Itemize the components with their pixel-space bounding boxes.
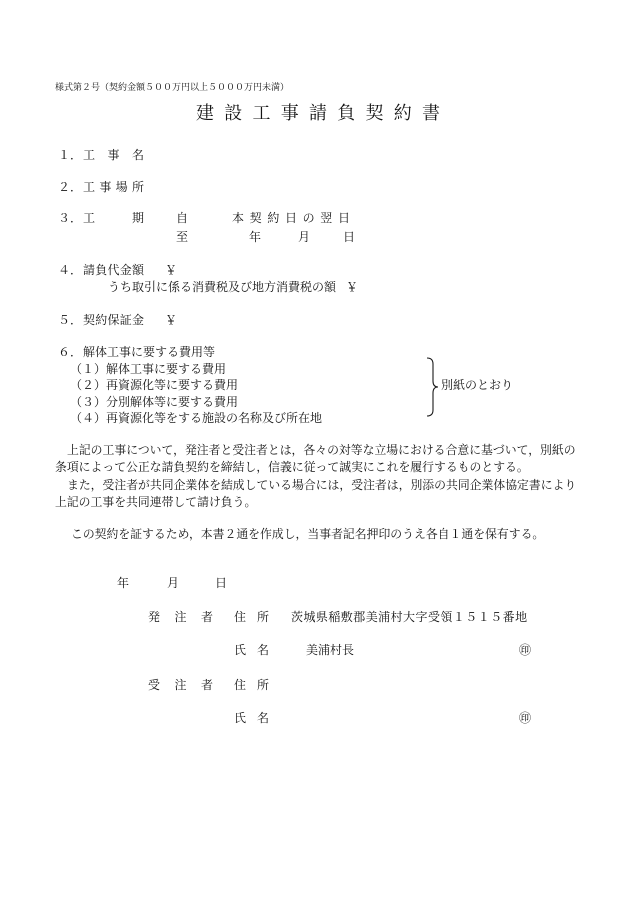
date-day: 日 [215,576,228,590]
label-glyph: 工 [252,103,271,123]
name-label [234,642,269,658]
label-glyph: 注 [174,678,187,692]
label-glyph: 日 [337,211,350,225]
orderer-address: 茨城県稲敷郡美浦村大字受領１５１５番地 [291,610,528,624]
label-glyph: 名 [131,148,144,162]
label-glyph: 負 [95,263,108,277]
item-number: ６． [58,345,83,359]
date-year: 年 [117,576,130,590]
item-label [83,210,144,226]
document-title [196,101,440,125]
sub-item-number: （３） [70,395,107,409]
sub-item-number: （１） [70,362,107,376]
sub-item [70,361,226,377]
item-label: 解体工事に要する費用等 [83,345,216,359]
label-glyph: 日 [284,211,297,225]
label-glyph: 負 [337,103,356,123]
item-number: ２． [58,180,83,194]
terms-line: 上記の工事を共同連帯して請け負う。 [55,495,257,509]
item-label [83,179,144,195]
sub-item-label: 再資源化等をする施設の名称及び所在地 [106,411,323,425]
label-glyph: 契 [249,211,262,225]
item-number: ４． [58,263,83,277]
label-glyph: 工 [83,211,96,225]
sub-item-number: （４） [70,411,107,425]
label-glyph: 契 [365,103,384,123]
tax-label: うち取引に係る消費税及び地方消費税の額 [108,280,337,294]
label-glyph: 名 [256,711,269,725]
label-glyph: 名 [256,643,269,657]
address-label [234,609,269,625]
label-glyph: 事 [99,180,112,194]
label-glyph: 住 [234,610,247,624]
sub-item-number: （２） [70,378,107,392]
orderer-name: 美浦村長 [306,643,355,657]
label-glyph: 所 [256,678,269,692]
label-glyph: 金 [131,313,144,327]
contractor-role [148,677,213,693]
label-glyph: の [302,211,315,225]
terms-line: 条項によって公正な請負契約を締結し，信義に従って誠実にこれを履行するものとする。 [55,460,529,474]
label-glyph: 期 [131,211,144,225]
label-glyph: 金 [119,263,132,277]
name-label [234,710,269,726]
label-glyph: 約 [393,103,412,123]
label-glyph: 請 [309,103,327,123]
label-glyph: 翌 [320,211,333,225]
orderer-role [148,609,213,625]
address-label [234,677,269,693]
period-to-year: 年 [249,230,262,244]
label-glyph: 代 [107,263,120,277]
seal-mark: ㊞ [519,711,532,725]
attachment-note: 別紙のとおり [441,378,514,392]
seal-mark: ㊞ [519,643,532,657]
label-glyph: 者 [200,678,213,692]
period-from-label: 自 [176,211,189,225]
label-glyph: 注 [174,610,187,624]
label-glyph: 所 [131,180,144,194]
item-number: ５． [58,313,83,327]
label-glyph: 氏 [234,711,247,725]
label-glyph: 場 [115,180,128,194]
sub-item-label: 解体工事に要する費用 [106,362,227,376]
item-number: １． [58,148,83,162]
right-brace-icon [425,357,439,417]
label-glyph: 契 [83,313,96,327]
sub-item [70,394,238,410]
period-to-label: 至 [176,230,189,244]
amount-currency: ￥ [165,263,178,277]
security-currency: ￥ [165,313,178,327]
item-label [83,147,144,163]
label-glyph: 約 [95,313,108,327]
label-glyph: 請 [83,263,96,277]
period-to-month: 月 [298,230,311,244]
sub-item-label: 分別解体等に要する費用 [106,395,239,409]
label-glyph: 工 [83,148,96,162]
label-glyph: 者 [200,610,213,624]
sub-item [70,410,322,426]
sub-item [70,377,238,393]
label-glyph: 約 [267,211,280,225]
label-glyph: 書 [422,103,440,123]
label-glyph: 額 [131,263,144,277]
item-label [83,262,144,278]
label-glyph: 事 [107,148,120,162]
label-glyph: 設 [224,103,243,123]
label-glyph: 工 [83,180,96,194]
label-glyph: 保 [107,313,120,327]
terms-line: 上記の工事について，発注者と受注者とは，各々の対等な立場における合意に基づいて，別紙の [67,443,576,457]
label-glyph: 発 [148,610,161,624]
label-glyph: 氏 [234,643,247,657]
label-glyph: 本 [232,211,245,225]
sub-item-label: 再資源化等に要する費用 [106,378,239,392]
form-number-label: 様式第２号（契約金額５００万円以上５０００万円未満） [55,82,290,92]
label-glyph: 住 [234,678,247,692]
period-from-value [232,210,350,226]
label-glyph: 証 [119,313,132,327]
period-to-day: 日 [343,230,356,244]
tax-currency: ￥ [346,280,359,294]
label-glyph: 建 [196,103,214,123]
date-month: 月 [167,576,180,590]
terms-line: また，受注者が共同企業体を結成している場合には，受注者は，別添の共同企業体協定書により [67,478,577,492]
label-glyph: 所 [256,610,269,624]
item-number: ３． [58,211,83,225]
item-label [83,312,144,328]
certification-text: この契約を証するため，本書２通を作成し，当事者記名押印のうえ各自１通を保有する。 [71,527,545,541]
label-glyph: 受 [148,678,161,692]
label-glyph: 事 [280,103,299,123]
